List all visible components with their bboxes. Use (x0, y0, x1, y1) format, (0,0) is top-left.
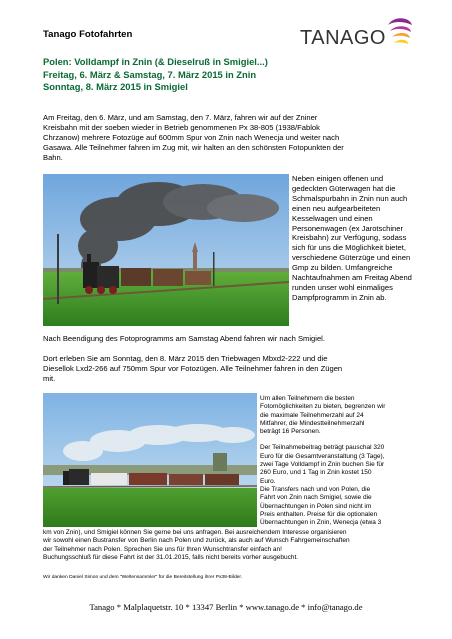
after-program-text: Nach Beendigung des Fotoprogramms am Samstag Abend fahren wir nach Smigiel. (43, 334, 325, 343)
conditions-line: Mitfahrer, die Mindestteilnehmerzahl (260, 419, 365, 427)
booking-block (43, 529, 435, 562)
freight-train-photo (43, 393, 257, 527)
brand-title: Tanago Fotofahrten (43, 29, 133, 40)
sunday-line: mit. (43, 373, 56, 383)
booking-line: km von Znin), und Smigiel können Sie gerne bei uns anfragen. Bei ausreichendem Interesse organisieren (43, 529, 347, 536)
side-line: Schmalspurbahn in Znin nun auch (292, 193, 408, 203)
intro-line: Kreisbahn mit der soeben wieder in Betrieb genommenen Px 38-805 (1938/Fablok (43, 122, 320, 132)
side-line: Nachtaufnahmen am Freitag Abend (292, 273, 412, 283)
side-line: verschiedene Güterzüge und einen (292, 253, 411, 263)
conditions-line: zwei Tage Volldampf in Znin buchen Sie für (260, 461, 385, 469)
conditions-line: Der Teilnahmebeitrag beträgt pauschal 320 (260, 444, 385, 452)
sunday-paragraph (43, 354, 342, 384)
intro-line: Bahn. (43, 152, 63, 162)
side-paragraph (292, 174, 412, 303)
side-line: Personenwagen (ex Jarotschiner (292, 223, 404, 233)
conditions-line: 260 Euro, und 1 Tag in Znin kostet 150 (260, 469, 372, 477)
intro-line: Gasawa. Alle Teilnehmer fahren im Zug mit, wir halten an den schönsten Fotopunkten der (43, 142, 344, 152)
conditions-line: Übernachtungen in Znin, Wenecja (etwa 3 (260, 519, 382, 527)
steam-train-photo (43, 174, 289, 326)
conditions-line: Euro. (260, 477, 276, 485)
side-line: sich für uns die Möglichkeit bietet, (292, 243, 406, 253)
logo-swirl-icon (384, 15, 414, 49)
conditions-line: Übernachtungen in Polen sind nicht im (260, 502, 372, 510)
conditions-line: die maximale Teilnehmerzahl auf 24 (260, 411, 364, 419)
sunday-line: Dort erleben Sie am Sonntag, den 8. März 2015 den Triebwagen Mbxd2-222 und die (43, 354, 328, 363)
side-line: gedeckten Güterwagen hat die (292, 183, 396, 193)
side-line: Gmp zu bilden. Umfangreiche (292, 263, 393, 273)
side-line: Kreisbahn) zur Verfügung, sodass (292, 233, 407, 243)
side-line: Kesselwagen und einen (292, 213, 373, 223)
headline-line-2: Freitag, 6. März & Samstag, 7. März 2015 in Znin (43, 68, 257, 80)
headline-line-1: Polen: Volldampf in Znin (& Dieselruß in Smigiel...) (43, 56, 268, 67)
booking-line: der Teilnehmer nach Polen. Sprechen Sie uns für Ihren Wunschtransfer einfach an! (43, 545, 282, 553)
conditions-line: Fahrt von Znin nach Smigiel, sowie die (260, 494, 372, 502)
side-line: einen neu aufgearbeiteten (292, 203, 381, 213)
conditions-line: Die Transfers nach und von Polen, die (260, 485, 371, 493)
conditions-line: beträgt 16 Personen. (260, 428, 321, 436)
side-line: Neben einigen offenen und (292, 174, 384, 183)
intro-paragraph (43, 113, 344, 163)
conditions-line: Fotomöglichkeiten zu bieten, begrenzen wir (260, 403, 386, 411)
intro-line: Chrzanow) mehrere Fotozüge auf 600mm Spur von Znin nach Wenecja und weiter nach (43, 132, 340, 142)
side-line: Dampfprogramm in Znin ab. (292, 292, 387, 302)
conditions-line (260, 436, 385, 444)
headline (43, 56, 268, 94)
photo-credit: Wir danken Daniel Simon und dem "Weltensammler" für die Bereitstellung ihrer Px38-Bilder. (43, 575, 243, 580)
side-line: runden unser wohl einmaliges (292, 282, 393, 292)
conditions-block (260, 395, 385, 527)
conditions-line: Um allen Teilnehmern die besten (260, 395, 355, 402)
logo-wordmark: TANAGO (300, 27, 386, 49)
footer-contact: Tanago * Malplaquetstr. 10 * 13347 Berlin * www.tanago.de * info@tanago.de (89, 602, 363, 612)
booking-line: Buchungsschluß für diese Fahrt ist der 31.01.2015, falls nicht bereits vorher ausgebucht. (43, 553, 299, 561)
sunday-line: Diesellok Lxd2-266 auf 750mm Spur vor Fotozügen. Alle Teilnehmer fahren in den Zügen (43, 363, 343, 373)
booking-line: wir sowohl einen Bustransfer von Berlin nach Polen und zurück, als auch auf Wunsch Fahrgemeinschaften (43, 537, 350, 545)
headline-line-3: Sonntag, 8. März 2015 in Smigiel (43, 81, 188, 92)
intro-line: Am Freitag, den 6. März, und am Samstag, den 7. März, fahren wir auf der Zniner (43, 113, 318, 122)
conditions-line: Preis enthalten. Preise für die optionalen (260, 510, 378, 518)
conditions-line: Euro für die Gesamtveranstaltung (3 Tage), (260, 452, 385, 460)
tanago-logo (300, 15, 410, 53)
